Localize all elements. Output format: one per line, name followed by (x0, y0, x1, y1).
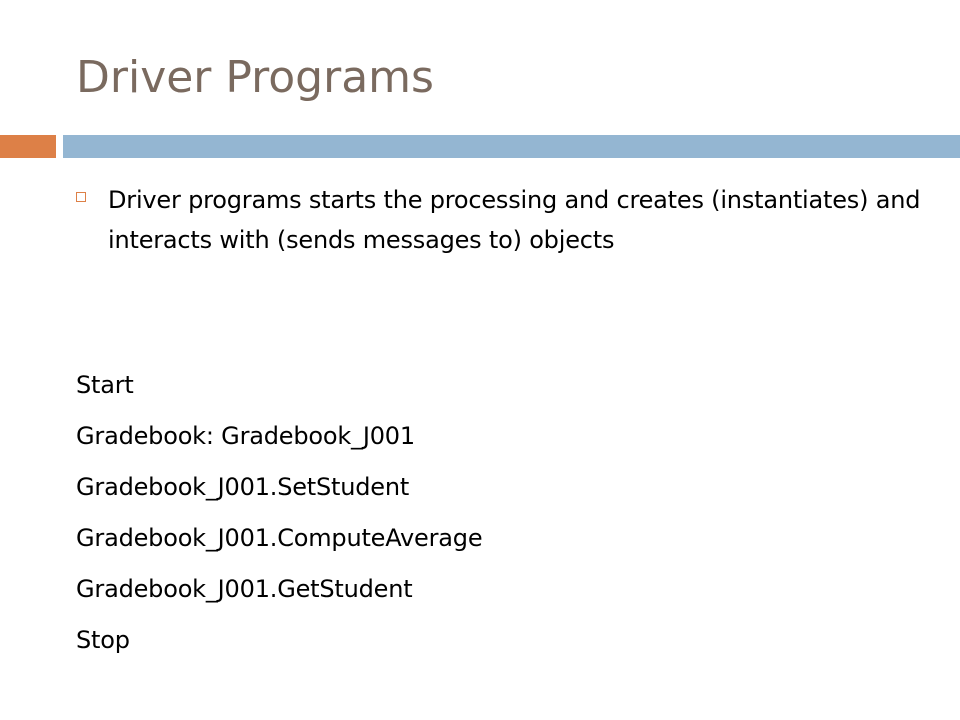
accent-bar-orange (0, 135, 56, 158)
accent-bar-blue (63, 135, 960, 158)
step-declare-gradebook: Gradebook: Gradebook_J001 (76, 422, 415, 450)
step-set-student: Gradebook_J001.SetStudent (76, 473, 410, 501)
bullet-text: Driver programs starts the processing and creates (instantiates) and interacts with (sends messages to) objects (108, 186, 921, 254)
step-compute-average: Gradebook_J001.ComputeAverage (76, 524, 483, 552)
pseudocode-steps (76, 360, 482, 666)
step-stop: Stop (76, 626, 130, 654)
slide-title: Driver Programs (76, 52, 434, 103)
step-start: Start (76, 371, 134, 399)
square-bullet-icon (76, 192, 86, 202)
bullet-item (76, 180, 936, 260)
step-get-student: Gradebook_J001.GetStudent (76, 575, 413, 603)
